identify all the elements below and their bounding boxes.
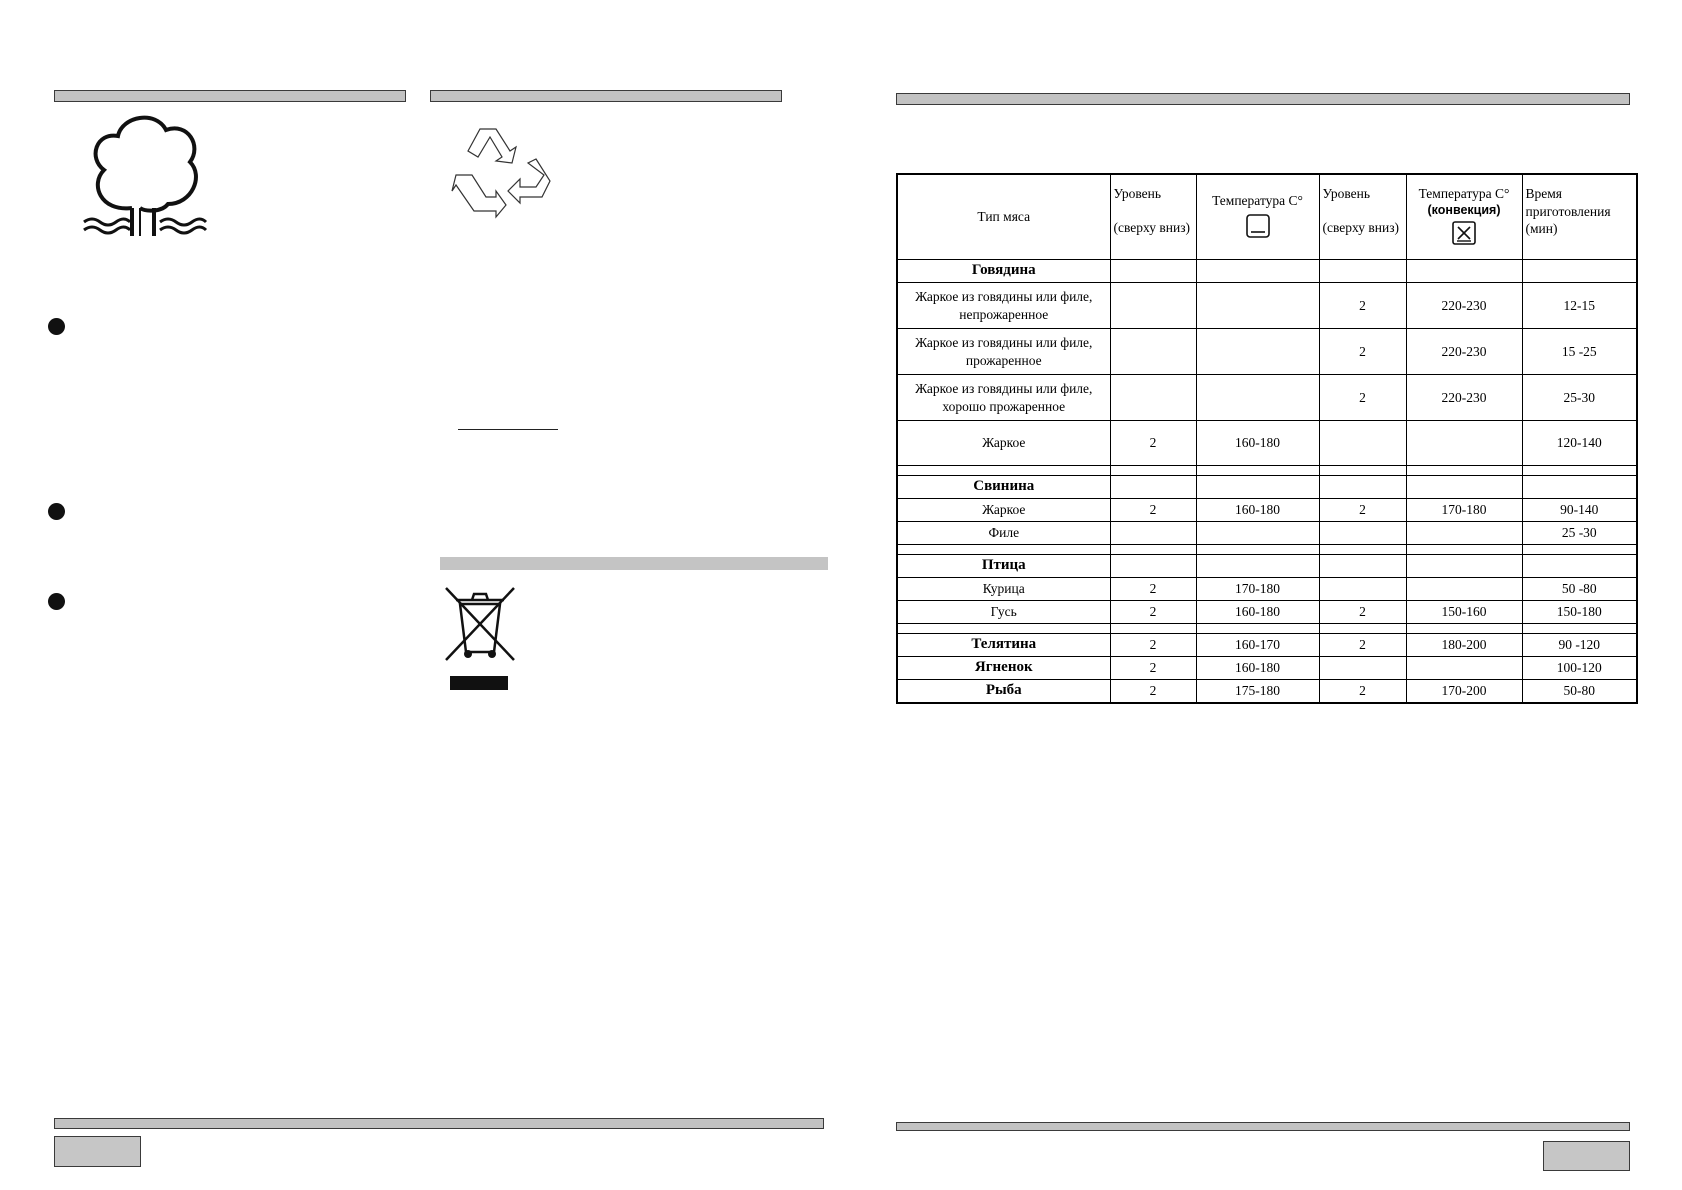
table-row-category-pork bbox=[897, 476, 1637, 499]
meat-name: Жаркое bbox=[897, 421, 1110, 466]
temp-convection: 170-180 bbox=[1406, 499, 1522, 522]
cooking-time: 50 -80 bbox=[1522, 578, 1637, 601]
cooking-time: 100-120 bbox=[1522, 657, 1637, 680]
table-row-category-beef bbox=[897, 260, 1637, 283]
level-convection: 2 bbox=[1319, 375, 1406, 421]
level-static: 2 bbox=[1110, 634, 1196, 657]
temp-static: 160-180 bbox=[1196, 657, 1319, 680]
cooking-time: 15 -25 bbox=[1522, 329, 1637, 375]
category-beef: Говядина bbox=[897, 260, 1110, 283]
crossed-out-bin-icon bbox=[444, 586, 516, 692]
cooking-time: 90 -120 bbox=[1522, 634, 1637, 657]
cooking-time: 12-15 bbox=[1522, 283, 1637, 329]
header-level-2: Уровень (сверху вниз) bbox=[1319, 174, 1406, 260]
table-row-category-veal bbox=[897, 634, 1637, 657]
temp-convection: 170-200 bbox=[1406, 680, 1522, 704]
section-bar-roasting bbox=[896, 93, 1630, 105]
meat-cooking-table bbox=[896, 173, 1638, 704]
table-spacer-row bbox=[897, 624, 1637, 634]
meat-name: Жаркое bbox=[897, 499, 1110, 522]
table-spacer-row bbox=[897, 466, 1637, 476]
level-static: 2 bbox=[1110, 578, 1196, 601]
table-row-category-lamb bbox=[897, 657, 1637, 680]
bullet-point-3 bbox=[48, 593, 65, 610]
oven-convection-icon bbox=[1452, 221, 1476, 245]
table-row bbox=[897, 283, 1637, 329]
footer-bar-right bbox=[896, 1122, 1630, 1131]
table-row bbox=[897, 522, 1637, 545]
level-convection: 2 bbox=[1319, 499, 1406, 522]
table-spacer-row bbox=[897, 545, 1637, 555]
level-static: 2 bbox=[1110, 421, 1196, 466]
temp-static: 160-170 bbox=[1196, 634, 1319, 657]
level-convection: 2 bbox=[1319, 634, 1406, 657]
header-temp-convection: Температура С° (конвекция) bbox=[1406, 174, 1522, 260]
temp-convection: 150-160 bbox=[1406, 601, 1522, 624]
recycle-icon bbox=[450, 125, 555, 225]
table-row bbox=[897, 601, 1637, 624]
level-static: 2 bbox=[1110, 499, 1196, 522]
category-lamb: Ягненок bbox=[897, 657, 1110, 680]
tree-environment-icon bbox=[80, 112, 210, 238]
table-header-row bbox=[897, 174, 1637, 260]
meat-name: Курица bbox=[897, 578, 1110, 601]
meat-name: Жаркое из говядины или филе, непрожаренное bbox=[897, 283, 1110, 329]
header-meat-type: Тип мяса bbox=[897, 174, 1110, 260]
table-row-category-poultry bbox=[897, 555, 1637, 578]
level-convection: 2 bbox=[1319, 680, 1406, 704]
cooking-time: 50-80 bbox=[1522, 680, 1637, 704]
level-static: 2 bbox=[1110, 601, 1196, 624]
section-bar-recycling bbox=[430, 90, 782, 102]
level-static: 2 bbox=[1110, 680, 1196, 704]
section-bar-disposal bbox=[440, 557, 828, 570]
cooking-time: 120-140 bbox=[1522, 421, 1637, 466]
footer-bar-left bbox=[54, 1118, 824, 1129]
table-row bbox=[897, 421, 1637, 466]
cooking-time: 90-140 bbox=[1522, 499, 1637, 522]
meat-name: Гусь bbox=[897, 601, 1110, 624]
table-row bbox=[897, 329, 1637, 375]
oven-static-icon bbox=[1246, 214, 1270, 238]
page-number-box-left bbox=[54, 1136, 141, 1167]
cooking-time: 25 -30 bbox=[1522, 522, 1637, 545]
section-bar-environment bbox=[54, 90, 406, 102]
header-cooking-time: Время приготовления (мин) bbox=[1522, 174, 1637, 260]
meat-name: Филе bbox=[897, 522, 1110, 545]
table-row bbox=[897, 578, 1637, 601]
bullet-point-2 bbox=[48, 503, 65, 520]
meat-name: Жаркое из говядины или филе, прожаренное bbox=[897, 329, 1110, 375]
table-row bbox=[897, 499, 1637, 522]
temp-convection: 220-230 bbox=[1406, 329, 1522, 375]
header-temp-static: Температура С° bbox=[1196, 174, 1319, 260]
table-row-category-fish bbox=[897, 680, 1637, 704]
cooking-time: 150-180 bbox=[1522, 601, 1637, 624]
meat-name: Жаркое из говядины или филе, хорошо прожаренное bbox=[897, 375, 1110, 421]
bullet-point-1 bbox=[48, 318, 65, 335]
cooking-time: 25-30 bbox=[1522, 375, 1637, 421]
category-poultry: Птица bbox=[897, 555, 1110, 578]
temp-static: 160-180 bbox=[1196, 601, 1319, 624]
temp-convection: 220-230 bbox=[1406, 283, 1522, 329]
level-static: 2 bbox=[1110, 657, 1196, 680]
temp-static: 160-180 bbox=[1196, 499, 1319, 522]
header-level-1: Уровень (сверху вниз) bbox=[1110, 174, 1196, 260]
temp-static: 175-180 bbox=[1196, 680, 1319, 704]
category-fish: Рыба bbox=[897, 680, 1110, 704]
underline-rule bbox=[458, 429, 558, 430]
temp-convection: 220-230 bbox=[1406, 375, 1522, 421]
temp-convection: 180-200 bbox=[1406, 634, 1522, 657]
temp-static: 170-180 bbox=[1196, 578, 1319, 601]
category-veal: Телятина bbox=[897, 634, 1110, 657]
level-convection: 2 bbox=[1319, 283, 1406, 329]
table-row bbox=[897, 375, 1637, 421]
category-pork: Свинина bbox=[897, 476, 1110, 499]
temp-static: 160-180 bbox=[1196, 421, 1319, 466]
level-convection: 2 bbox=[1319, 329, 1406, 375]
page-number-box-right bbox=[1543, 1141, 1630, 1171]
level-convection: 2 bbox=[1319, 601, 1406, 624]
